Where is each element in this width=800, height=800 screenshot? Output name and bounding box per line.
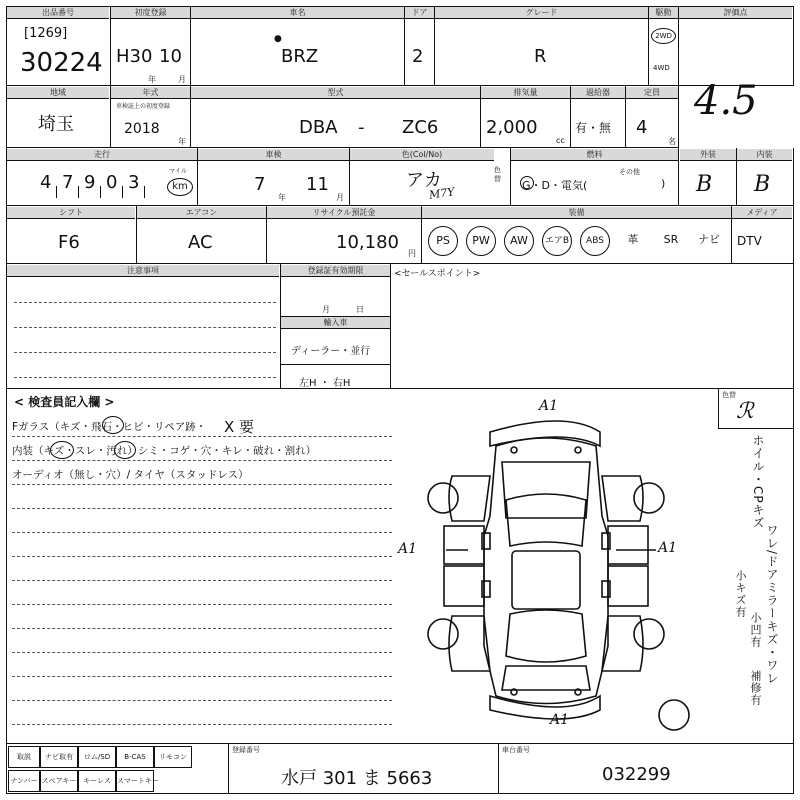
turbo: 有・無 xyxy=(575,121,612,135)
header-shift: シフト xyxy=(7,207,135,219)
header-mileage: 走行 xyxy=(7,149,197,161)
reg-month-label: 月 xyxy=(322,305,330,314)
equipment-item: SR xyxy=(663,233,679,246)
glass-mark: X 要 xyxy=(224,418,255,436)
capacity-unit: 名 xyxy=(668,137,676,146)
roof xyxy=(512,551,580,609)
header-doors: ドア xyxy=(405,7,434,19)
score: 4.5 xyxy=(694,78,758,124)
displacement-unit: cc xyxy=(556,136,565,145)
header-first-reg: 初度登録 xyxy=(111,7,190,19)
bottom-label: スマートキー xyxy=(116,770,154,792)
mileage-digit: 3 xyxy=(128,172,140,193)
media: DTV xyxy=(737,234,762,248)
header-color: 色(Col/No) xyxy=(350,149,494,161)
inspector-line-interior: 内装（キズ・スレ・汚れ）シミ・コゲ・穴・キレ・破れ・割れ） xyxy=(12,445,317,457)
year-note: 車検証上の初度登録 xyxy=(116,103,171,110)
color-change: 色替 xyxy=(494,166,501,183)
header-fuel: 燃料 xyxy=(511,149,678,161)
model-prefix: DBA xyxy=(299,117,338,138)
diagram-mark-front: A1 xyxy=(539,398,559,414)
bottom-label: ロム/SD xyxy=(78,746,116,768)
left-rear-door xyxy=(444,566,484,606)
bottom-label: ナビ取有 xyxy=(40,746,78,768)
header-chassis: 車台番号 xyxy=(502,746,530,754)
equipment-item: ナビ xyxy=(698,233,720,246)
fuel-close: ) xyxy=(661,177,666,190)
windshield xyxy=(506,494,586,546)
aircon: AC xyxy=(188,232,213,253)
drive-4wd: 4WD xyxy=(653,64,670,72)
model-year: 2018 xyxy=(124,121,160,137)
right-front-door xyxy=(608,526,648,564)
inspection-month: 11 xyxy=(306,174,329,195)
drive-2wd: 2WD xyxy=(651,28,676,44)
reg-day-label: 日 xyxy=(356,305,364,314)
mileage-mile: マイル xyxy=(169,168,187,175)
header-region: 地域 xyxy=(7,87,109,99)
lot-number: 30224 xyxy=(20,48,103,78)
equipment-item: 革 xyxy=(627,233,639,246)
unit-year: 年 xyxy=(148,75,156,84)
header-grade: グレード xyxy=(435,7,648,19)
header-aircon: エアコン xyxy=(137,207,266,219)
bottom-label: 取説 xyxy=(8,746,40,768)
fuel-other: その他 xyxy=(619,168,640,176)
diagram-mark-right: A1 xyxy=(658,540,678,556)
handle: 左H ・ 右H xyxy=(299,378,351,389)
header-year: 年式 xyxy=(111,87,190,99)
plate: 水戸 301 ま 5663 xyxy=(281,768,433,789)
unit-month: 月 xyxy=(178,75,186,84)
reg-month: 10 xyxy=(159,46,182,67)
header-displacement: 排気量 xyxy=(481,87,570,99)
doors: 2 xyxy=(412,46,424,67)
recycle: 10,180 xyxy=(336,232,399,253)
spare-wheel xyxy=(659,700,689,730)
header-reg-validity: 登録証有効期限 xyxy=(281,265,390,277)
exterior: B xyxy=(696,172,713,197)
headlight-right xyxy=(575,447,581,453)
bottom-label: キーレス xyxy=(78,770,116,792)
mileage-km: km xyxy=(167,178,193,196)
header-media: メディア xyxy=(732,207,792,219)
header-capacity: 定員 xyxy=(626,87,678,99)
lot-prefix: [1269] xyxy=(24,26,68,41)
interior: B xyxy=(754,172,771,197)
mileage-digit: 4 xyxy=(40,172,52,193)
import-type: ディーラー・並行 xyxy=(291,346,371,357)
shift: F6 xyxy=(58,232,80,253)
header-model: 型式 xyxy=(191,87,480,99)
header-car-name: 車名 xyxy=(191,7,404,19)
inspector-line-glass: Fガラス（キズ・飛石・ヒビ・リペア跡・ xyxy=(12,421,207,433)
era-year: H30 xyxy=(116,46,153,67)
header-recycle: リサイクル預託金 xyxy=(267,207,421,219)
wheel-front-right xyxy=(634,483,664,513)
header-inspection: 車検 xyxy=(198,149,349,161)
side-note-2: ワレ/ドアミラーキズ・ワレ xyxy=(765,524,779,686)
header-interior: 内装 xyxy=(737,149,792,161)
model-dash: - xyxy=(358,117,365,138)
headlight-left xyxy=(511,447,517,453)
car-name: BRZ xyxy=(281,46,319,67)
trunk xyxy=(502,666,590,690)
region: 埼玉 xyxy=(38,114,74,135)
side-note-1: ホイル・CPキズ xyxy=(751,434,765,530)
header-trim-code: 色替 xyxy=(722,391,736,399)
grade: R xyxy=(534,46,547,67)
wheel-rear-left xyxy=(428,619,458,649)
inspection-year-unit: 年 xyxy=(278,193,286,202)
side-note-5: 補修有 xyxy=(749,670,762,706)
model-year-unit: 年 xyxy=(178,137,186,146)
model-code: ZC6 xyxy=(402,117,439,138)
header-lot-no: 出品番号 xyxy=(7,7,109,19)
left-front-fender xyxy=(449,476,490,521)
capacity: 4 xyxy=(636,117,648,138)
hood xyxy=(502,462,590,518)
equipment-item: PW xyxy=(466,226,496,256)
inspection-month-unit: 月 xyxy=(336,193,344,202)
inspection-year: 7 xyxy=(254,174,266,195)
equipment-item: ABS xyxy=(580,226,610,256)
header-turbo: 過給器 xyxy=(571,87,625,99)
mileage-digit: 7 xyxy=(62,172,74,193)
left-front-door xyxy=(444,526,484,564)
bottom-label: B-CAS xyxy=(116,746,154,768)
mileage-digit: 9 xyxy=(84,172,96,193)
side-note-4: 小凹有 xyxy=(749,612,762,648)
chassis: 032299 xyxy=(602,764,671,785)
mileage-digit: 0 xyxy=(106,172,118,193)
header-sales-point: <セールスポイント> xyxy=(394,269,481,279)
header-score: 評価点 xyxy=(679,7,792,19)
equipment-item: PS xyxy=(428,226,458,256)
displacement: 2,000 xyxy=(486,117,538,138)
header-plate: 登録番号 xyxy=(232,746,260,754)
wheel-front-left xyxy=(428,483,458,513)
bottom-label: ナンバー xyxy=(8,770,40,792)
trim-code-value: ℛ xyxy=(736,399,754,424)
inspector-line-audio: オーディオ（無し・穴）/ タイヤ（スタッドレス） xyxy=(12,469,249,481)
car-diagram xyxy=(6,6,794,794)
header-drive: 駆動 xyxy=(649,7,678,19)
equipment-item: AW xyxy=(504,226,534,256)
rear-window xyxy=(506,610,586,662)
header-equipment: 装備 xyxy=(422,207,731,219)
right-rear-door xyxy=(608,566,648,606)
right-front-fender xyxy=(602,476,643,521)
wheel-rear-right xyxy=(634,619,664,649)
bottom-label: リモコン xyxy=(154,746,192,768)
header-exterior: 外装 xyxy=(680,149,736,161)
bottom-label: スペアキー xyxy=(40,770,78,792)
color-code: M7Y xyxy=(428,185,456,202)
fuel: G・D・電気( xyxy=(522,179,588,192)
header-notes: 注意事項 xyxy=(7,265,279,277)
recycle-unit: 円 xyxy=(408,249,416,258)
auction-sheet xyxy=(6,6,794,794)
inspector-title: < 検査員記入欄 > xyxy=(14,395,115,409)
header-import: 輸入車 xyxy=(281,317,390,329)
side-note-3: 小キズ有 xyxy=(734,570,747,618)
diagram-mark-rear: A1 xyxy=(550,712,570,728)
diagram-mark-left: A1 xyxy=(398,541,418,557)
ink-dot: ● xyxy=(274,34,282,44)
equipment-item: エアB xyxy=(542,226,572,256)
color: アカ xyxy=(406,170,442,191)
